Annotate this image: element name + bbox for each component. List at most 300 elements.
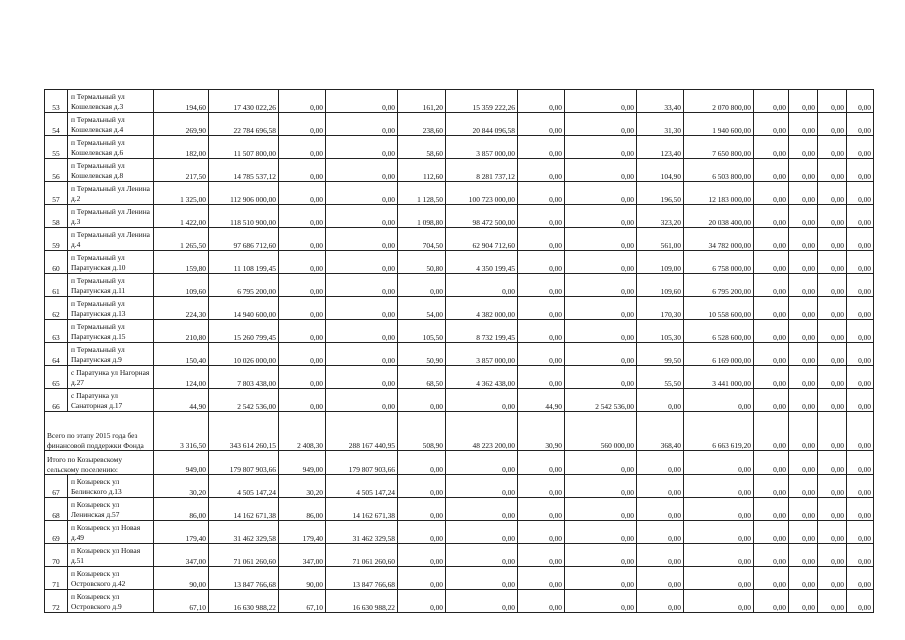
value-cell: 62 904 712,60 (446, 228, 518, 251)
value-cell: 0,00 (847, 567, 874, 590)
value-cell: 0,00 (446, 544, 518, 567)
value-cell: 0,00 (684, 389, 754, 412)
value-cell: 0,00 (326, 320, 398, 343)
total-value-cell: 368,40 (637, 412, 684, 451)
value-cell: 44,90 (518, 389, 565, 412)
value-cell: 6 503 800,00 (684, 159, 754, 182)
document-sheet (44, 89, 873, 613)
value-cell: 0,00 (518, 366, 565, 389)
value-cell: 11 507 800,00 (209, 136, 279, 159)
value-cell: 0,00 (279, 274, 326, 297)
value-cell: 0,00 (847, 274, 874, 297)
value-cell: 90,00 (154, 567, 209, 590)
value-cell: 561,00 (637, 228, 684, 251)
total-value-cell: 0,00 (637, 451, 684, 475)
total-value-cell: 343 614 260,15 (209, 412, 279, 451)
value-cell: 0,00 (446, 475, 518, 498)
value-cell: 0,00 (565, 251, 637, 274)
value-cell: 704,50 (398, 228, 446, 251)
value-cell: 159,80 (154, 251, 209, 274)
value-cell: 0,00 (754, 498, 789, 521)
value-cell: 0,00 (754, 389, 789, 412)
table-row (45, 297, 874, 320)
table-row (45, 251, 874, 274)
value-cell: 0,00 (565, 228, 637, 251)
value-cell: 0,00 (446, 498, 518, 521)
value-cell: 0,00 (398, 498, 446, 521)
value-cell: 0,00 (754, 159, 789, 182)
value-cell: 0,00 (818, 567, 847, 590)
row-number: 67 (45, 475, 68, 498)
value-cell: 0,00 (279, 228, 326, 251)
value-cell: 0,00 (518, 475, 565, 498)
row-number: 63 (45, 320, 68, 343)
value-cell: 112,60 (398, 159, 446, 182)
value-cell: 16 630 988,22 (326, 590, 398, 613)
value-cell: 0,00 (754, 567, 789, 590)
total-value-cell: 0,00 (818, 451, 847, 475)
value-cell: 109,60 (154, 274, 209, 297)
value-cell: 109,00 (637, 251, 684, 274)
value-cell: 0,00 (326, 113, 398, 136)
address-cell: п Термальный ул Кошелевская д.3 (68, 90, 154, 113)
table-row (45, 205, 874, 228)
value-cell: 0,00 (818, 113, 847, 136)
row-number: 71 (45, 567, 68, 590)
value-cell: 0,00 (789, 159, 818, 182)
value-cell: 17 430 022,26 (209, 90, 279, 113)
value-cell: 0,00 (565, 544, 637, 567)
value-cell: 0,00 (789, 320, 818, 343)
value-cell: 2 070 800,00 (684, 90, 754, 113)
value-cell: 3 857 000,00 (446, 343, 518, 366)
value-cell: 0,00 (279, 251, 326, 274)
value-cell: 100 723 000,00 (446, 182, 518, 205)
value-cell: 0,00 (754, 113, 789, 136)
value-cell: 0,00 (847, 498, 874, 521)
value-cell: 11 108 199,45 (209, 251, 279, 274)
total-value-cell: 0,00 (789, 412, 818, 451)
value-cell: 0,00 (789, 343, 818, 366)
value-cell: 0,00 (518, 251, 565, 274)
value-cell: 4 382 000,00 (446, 297, 518, 320)
value-cell: 31,30 (637, 113, 684, 136)
value-cell: 0,00 (279, 113, 326, 136)
value-cell: 0,00 (847, 544, 874, 567)
value-cell: 58,60 (398, 136, 446, 159)
value-cell: 10 026 000,00 (209, 343, 279, 366)
value-cell: 0,00 (565, 182, 637, 205)
value-cell: 1 940 600,00 (684, 113, 754, 136)
value-cell: 0,00 (398, 590, 446, 613)
value-cell: 0,00 (565, 567, 637, 590)
value-cell: 0,00 (637, 521, 684, 544)
value-cell: 0,00 (518, 274, 565, 297)
total-value-cell: 0,00 (754, 412, 789, 451)
total-value-cell: 0,00 (754, 451, 789, 475)
value-cell: 0,00 (518, 320, 565, 343)
value-cell: 97 686 712,60 (209, 228, 279, 251)
value-cell: 15 260 799,45 (209, 320, 279, 343)
value-cell: 0,00 (637, 544, 684, 567)
address-cell: п Козыревск ул Новая д.51 (68, 544, 154, 567)
total-value-cell: 0,00 (446, 451, 518, 475)
table-row (45, 136, 874, 159)
value-cell: 0,00 (789, 90, 818, 113)
value-cell: 14 940 600,00 (209, 297, 279, 320)
value-cell: 0,00 (818, 544, 847, 567)
value-cell: 0,00 (684, 567, 754, 590)
address-cell: с Паратунка ул Санаторная д.17 (68, 389, 154, 412)
value-cell: 0,00 (847, 205, 874, 228)
value-cell: 0,00 (565, 274, 637, 297)
address-cell: п Термальный ул Кошелевская д.4 (68, 113, 154, 136)
value-cell: 0,00 (847, 90, 874, 113)
total-stage-row (45, 412, 874, 451)
table-row (45, 521, 874, 544)
total-value-cell: 0,00 (398, 451, 446, 475)
value-cell: 0,00 (754, 521, 789, 544)
table-row (45, 343, 874, 366)
row-number: 62 (45, 297, 68, 320)
value-cell: 0,00 (754, 544, 789, 567)
total-value-cell: 179 807 903,66 (209, 451, 279, 475)
table-row (45, 544, 874, 567)
value-cell: 0,00 (754, 366, 789, 389)
value-cell: 0,00 (789, 366, 818, 389)
total-value-cell: 0,00 (818, 412, 847, 451)
value-cell: 30,20 (154, 475, 209, 498)
value-cell: 0,00 (326, 366, 398, 389)
value-cell: 0,00 (754, 251, 789, 274)
table-row (45, 90, 874, 113)
value-cell: 0,00 (565, 159, 637, 182)
value-cell: 0,00 (684, 498, 754, 521)
address-cell: п Козыревск ул Белинского д.13 (68, 475, 154, 498)
total-value-cell: 0,00 (684, 451, 754, 475)
value-cell: 0,00 (279, 136, 326, 159)
value-cell: 0,00 (684, 521, 754, 544)
value-cell: 0,00 (847, 389, 874, 412)
value-cell: 4 362 438,00 (446, 366, 518, 389)
row-number: 54 (45, 113, 68, 136)
table-row (45, 320, 874, 343)
value-cell: 0,00 (847, 182, 874, 205)
value-cell: 0,00 (789, 205, 818, 228)
value-cell: 2 542 536,00 (209, 389, 279, 412)
value-cell: 14 162 671,38 (326, 498, 398, 521)
value-cell: 0,00 (398, 274, 446, 297)
value-cell: 0,00 (818, 90, 847, 113)
value-cell: 161,20 (398, 90, 446, 113)
value-cell: 1 265,50 (154, 228, 209, 251)
table-row (45, 498, 874, 521)
table-row (45, 159, 874, 182)
value-cell: 269,90 (154, 113, 209, 136)
address-cell: п Термальный ул Паратунская д.9 (68, 343, 154, 366)
value-cell: 14 785 537,12 (209, 159, 279, 182)
value-cell: 0,00 (684, 544, 754, 567)
value-cell: 0,00 (847, 475, 874, 498)
value-cell: 0,00 (565, 521, 637, 544)
row-number: 53 (45, 90, 68, 113)
value-cell: 0,00 (818, 159, 847, 182)
row-number: 70 (45, 544, 68, 567)
total-value-cell: 0,00 (789, 451, 818, 475)
value-cell: 0,00 (279, 343, 326, 366)
row-number: 61 (45, 274, 68, 297)
table-row (45, 274, 874, 297)
value-cell: 323,20 (637, 205, 684, 228)
address-cell: п Термальный ул Ленина д.3 (68, 205, 154, 228)
value-cell: 224,30 (154, 297, 209, 320)
address-cell: п Термальный ул Паратунская д.11 (68, 274, 154, 297)
total-value-cell: 48 223 200,00 (446, 412, 518, 451)
value-cell: 104,90 (637, 159, 684, 182)
value-cell: 0,00 (754, 297, 789, 320)
value-cell: 0,00 (818, 343, 847, 366)
value-cell: 0,00 (789, 251, 818, 274)
value-cell: 8 281 737,12 (446, 159, 518, 182)
value-cell: 194,60 (154, 90, 209, 113)
value-cell: 0,00 (789, 498, 818, 521)
value-cell: 0,00 (789, 567, 818, 590)
value-cell: 0,00 (818, 136, 847, 159)
value-cell: 0,00 (789, 297, 818, 320)
address-cell: п Козыревск ул Ленинская д.57 (68, 498, 154, 521)
row-number: 69 (45, 521, 68, 544)
value-cell: 90,00 (279, 567, 326, 590)
value-cell: 0,00 (326, 251, 398, 274)
value-cell: 0,00 (847, 159, 874, 182)
total-value-cell: 949,00 (279, 451, 326, 475)
total-value-cell: 30,90 (518, 412, 565, 451)
value-cell: 0,00 (789, 113, 818, 136)
address-cell: п Козыревск ул Новая д.49 (68, 521, 154, 544)
value-cell: 170,30 (637, 297, 684, 320)
value-cell: 0,00 (326, 297, 398, 320)
total-value-cell: 0,00 (847, 412, 874, 451)
value-cell: 0,00 (754, 475, 789, 498)
row-number: 58 (45, 205, 68, 228)
value-cell: 0,00 (789, 521, 818, 544)
value-cell: 0,00 (446, 521, 518, 544)
address-cell: п Термальный ул Ленина д.2 (68, 182, 154, 205)
address-cell: п Термальный ул Кошелевская д.6 (68, 136, 154, 159)
value-cell: 0,00 (518, 544, 565, 567)
value-cell: 0,00 (684, 590, 754, 613)
value-cell: 4 505 147,24 (326, 475, 398, 498)
value-cell: 0,00 (818, 251, 847, 274)
value-cell: 0,00 (518, 521, 565, 544)
value-cell: 0,00 (754, 205, 789, 228)
value-cell: 217,50 (154, 159, 209, 182)
row-number: 57 (45, 182, 68, 205)
row-number: 72 (45, 590, 68, 613)
value-cell: 0,00 (279, 159, 326, 182)
value-cell: 0,00 (847, 136, 874, 159)
value-cell: 22 784 696,58 (209, 113, 279, 136)
value-cell: 0,00 (565, 475, 637, 498)
value-cell: 30,20 (279, 475, 326, 498)
total-value-cell: 179 807 903,66 (326, 451, 398, 475)
value-cell: 179,40 (279, 521, 326, 544)
value-cell: 182,00 (154, 136, 209, 159)
value-cell: 7 803 438,00 (209, 366, 279, 389)
value-cell: 0,00 (565, 366, 637, 389)
total-value-cell: 0,00 (518, 451, 565, 475)
value-cell: 3 857 000,00 (446, 136, 518, 159)
value-cell: 0,00 (818, 182, 847, 205)
value-cell: 13 847 766,68 (209, 567, 279, 590)
value-cell: 0,00 (326, 90, 398, 113)
value-cell: 0,00 (518, 567, 565, 590)
total-value-cell: 0,00 (847, 451, 874, 475)
value-cell: 179,40 (154, 521, 209, 544)
value-cell: 0,00 (446, 590, 518, 613)
value-cell: 0,00 (518, 498, 565, 521)
value-cell: 112 906 000,00 (209, 182, 279, 205)
total-label: Всего по этапу 2015 года без финансовой поддержки Фонда (45, 412, 154, 451)
value-cell: 0,00 (398, 475, 446, 498)
value-cell: 109,60 (637, 274, 684, 297)
value-cell: 0,00 (279, 366, 326, 389)
value-cell: 0,00 (789, 136, 818, 159)
value-cell: 6 758 000,00 (684, 251, 754, 274)
value-cell: 196,50 (637, 182, 684, 205)
value-cell: 50,80 (398, 251, 446, 274)
value-cell: 6 795 200,00 (684, 274, 754, 297)
value-cell: 7 650 800,00 (684, 136, 754, 159)
address-cell: п Козыревск ул Островского д.42 (68, 567, 154, 590)
value-cell: 150,40 (154, 343, 209, 366)
table-row (45, 182, 874, 205)
value-cell: 0,00 (398, 567, 446, 590)
value-cell: 20 038 400,00 (684, 205, 754, 228)
value-cell: 0,00 (565, 343, 637, 366)
value-cell: 0,00 (818, 205, 847, 228)
table-row (45, 567, 874, 590)
value-cell: 16 630 988,22 (209, 590, 279, 613)
value-cell: 0,00 (565, 297, 637, 320)
value-cell: 0,00 (818, 297, 847, 320)
address-cell: п Термальный ул Кошелевская д.8 (68, 159, 154, 182)
table-row (45, 475, 874, 498)
value-cell: 3 441 000,00 (684, 366, 754, 389)
total-value-cell: 3 316,50 (154, 412, 209, 451)
value-cell: 0,00 (818, 366, 847, 389)
value-cell: 0,00 (754, 590, 789, 613)
value-cell: 0,00 (518, 297, 565, 320)
value-cell: 0,00 (847, 228, 874, 251)
value-cell: 8 732 199,45 (446, 320, 518, 343)
value-cell: 68,50 (398, 366, 446, 389)
value-cell: 0,00 (754, 343, 789, 366)
value-cell: 347,00 (154, 544, 209, 567)
total-value-cell: 0,00 (565, 451, 637, 475)
value-cell: 0,00 (279, 182, 326, 205)
value-cell: 0,00 (847, 297, 874, 320)
value-cell: 0,00 (279, 389, 326, 412)
value-cell: 31 462 329,58 (209, 521, 279, 544)
value-cell: 0,00 (326, 159, 398, 182)
table-row (45, 590, 874, 613)
value-cell: 0,00 (565, 205, 637, 228)
value-cell: 44,90 (154, 389, 209, 412)
value-cell: 12 183 000,00 (684, 182, 754, 205)
value-cell: 0,00 (565, 90, 637, 113)
value-cell: 0,00 (637, 475, 684, 498)
address-cell: п Козыревск ул Островского д.9 (68, 590, 154, 613)
value-cell: 1 128,50 (398, 182, 446, 205)
housing-program-table (44, 89, 874, 613)
row-number: 55 (45, 136, 68, 159)
table-row (45, 228, 874, 251)
value-cell: 67,10 (154, 590, 209, 613)
value-cell: 0,00 (518, 159, 565, 182)
value-cell: 0,00 (818, 590, 847, 613)
value-cell: 0,00 (398, 521, 446, 544)
value-cell: 4 350 199,45 (446, 251, 518, 274)
address-cell: п Термальный ул Паратунская д.10 (68, 251, 154, 274)
value-cell: 0,00 (279, 297, 326, 320)
value-cell: 0,00 (818, 320, 847, 343)
row-number: 66 (45, 389, 68, 412)
value-cell: 0,00 (818, 521, 847, 544)
value-cell: 0,00 (847, 521, 874, 544)
address-cell: п Термальный ул Паратунская д.13 (68, 297, 154, 320)
value-cell: 0,00 (818, 274, 847, 297)
value-cell: 238,60 (398, 113, 446, 136)
value-cell: 86,00 (279, 498, 326, 521)
value-cell: 31 462 329,58 (326, 521, 398, 544)
value-cell: 0,00 (518, 182, 565, 205)
value-cell: 1 325,00 (154, 182, 209, 205)
row-number: 65 (45, 366, 68, 389)
value-cell: 0,00 (637, 567, 684, 590)
value-cell: 20 844 096,58 (446, 113, 518, 136)
value-cell: 0,00 (565, 113, 637, 136)
value-cell: 71 061 260,60 (326, 544, 398, 567)
value-cell: 0,00 (446, 389, 518, 412)
value-cell: 67,10 (279, 590, 326, 613)
value-cell: 0,00 (326, 389, 398, 412)
total-settlement-row (45, 451, 874, 475)
value-cell: 33,40 (637, 90, 684, 113)
value-cell: 0,00 (847, 320, 874, 343)
value-cell: 0,00 (279, 320, 326, 343)
address-cell: п Термальный ул Паратунская д.15 (68, 320, 154, 343)
value-cell: 0,00 (398, 544, 446, 567)
value-cell: 0,00 (789, 182, 818, 205)
value-cell: 0,00 (789, 590, 818, 613)
row-number: 59 (45, 228, 68, 251)
value-cell: 86,00 (154, 498, 209, 521)
value-cell: 0,00 (326, 274, 398, 297)
value-cell: 71 061 260,60 (209, 544, 279, 567)
address-cell: с Паратунка ул Нагорная д.27 (68, 366, 154, 389)
row-number: 68 (45, 498, 68, 521)
value-cell: 347,00 (279, 544, 326, 567)
value-cell: 0,00 (754, 320, 789, 343)
value-cell: 0,00 (789, 228, 818, 251)
value-cell: 1 098,80 (398, 205, 446, 228)
value-cell: 0,00 (789, 475, 818, 498)
value-cell: 210,80 (154, 320, 209, 343)
value-cell: 0,00 (326, 228, 398, 251)
value-cell: 123,40 (637, 136, 684, 159)
value-cell: 0,00 (754, 228, 789, 251)
